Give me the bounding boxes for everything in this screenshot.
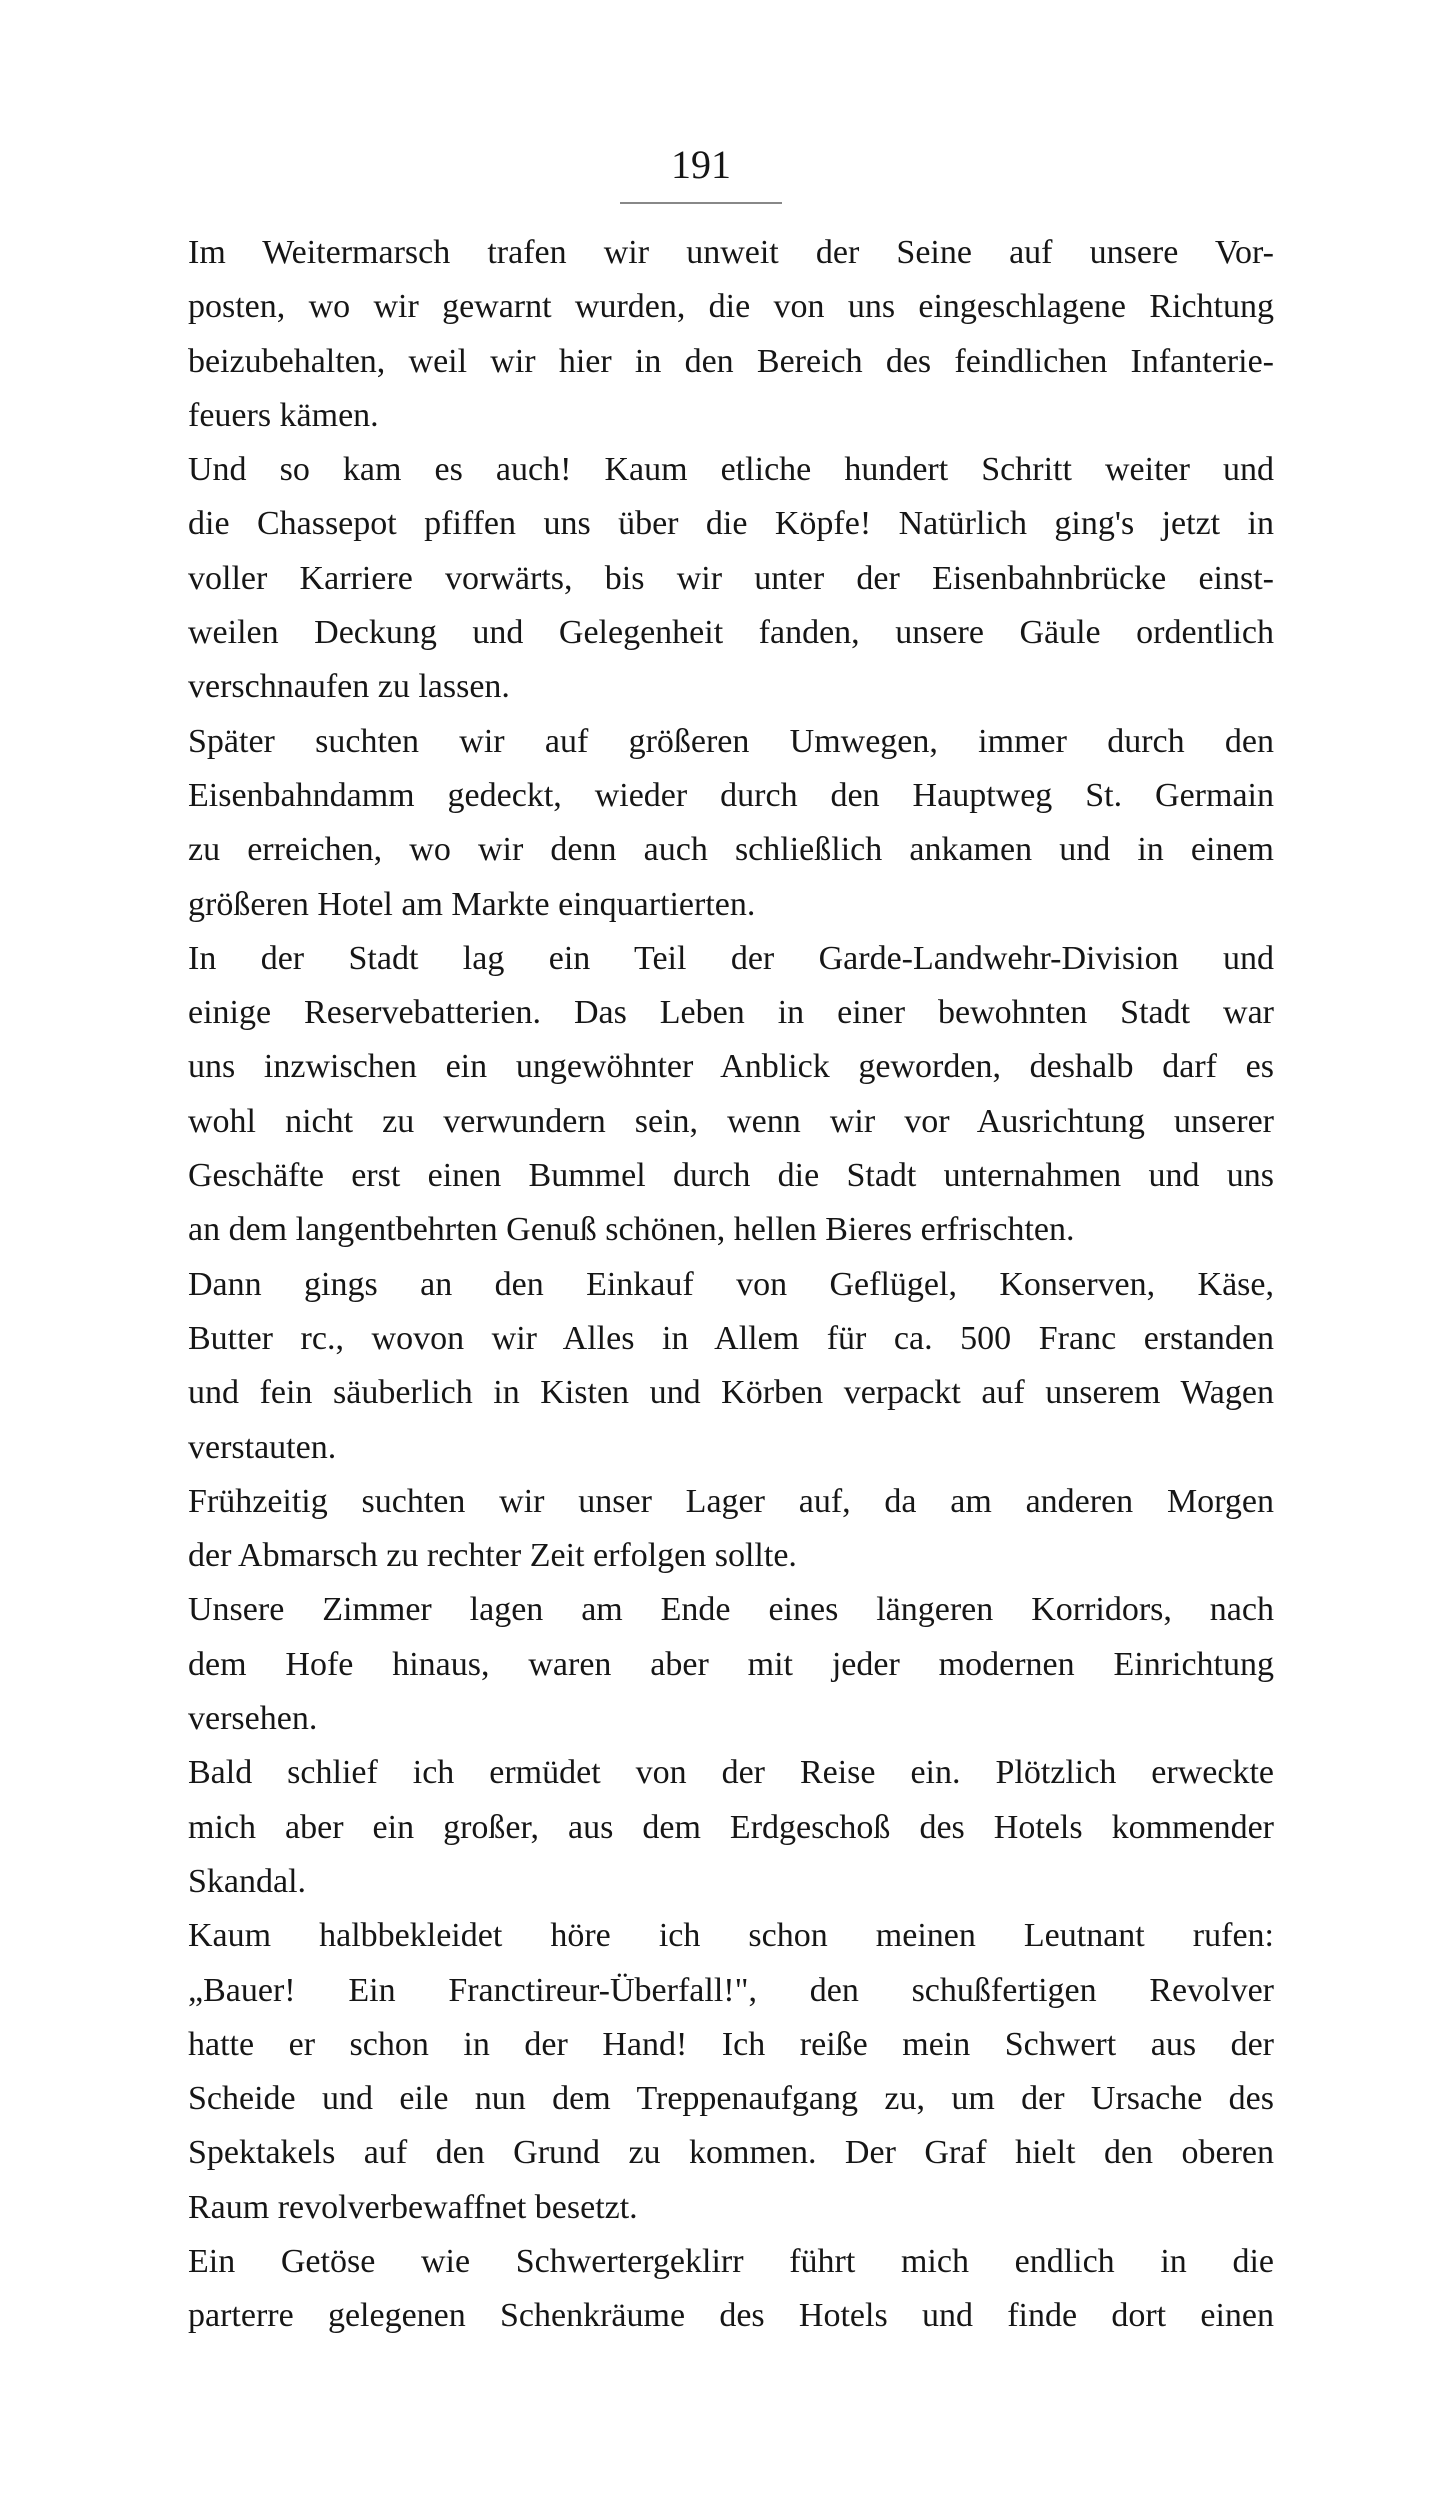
text-line: Im Weitermarsch trafen wir unweit der Seine auf unsere Vor- <box>188 234 1274 271</box>
paragraph <box>188 2235 1274 2344</box>
paragraph <box>188 1909 1274 2235</box>
text-line: Skandal. <box>188 1862 307 1900</box>
paragraph <box>188 1475 1274 1584</box>
paragraph <box>188 226 1274 443</box>
text-line: einige Reservebatterien. Das Leben in einer bewohnten Stadt war <box>188 994 1274 1032</box>
text-line: In der Stadt lag ein Teil der Garde-Landwehr-Division und <box>188 939 1274 977</box>
text-line: Butter rc., wovon wir Alles in Allem für ca. 500 Franc erstanden <box>188 1319 1274 1357</box>
text-line: feuers kämen. <box>188 396 379 434</box>
text-line: dem Hofe hinaus, waren aber mit jeder modernen Einrichtung <box>188 1645 1274 1683</box>
text-line: versehen. <box>188 1700 318 1738</box>
paragraph <box>188 932 1274 1258</box>
text-line: und fein säuberlich in Kisten und Körben verpackt auf unserem Wagen <box>188 1374 1274 1412</box>
text-line: Spektakels auf den Grund zu kommen. Der Graf hielt den oberen <box>188 2134 1274 2172</box>
text-line: Bald schlief ich ermüdet von der Reise ein. Plötzlich erweckte <box>188 1754 1274 1792</box>
text-line: beizubehalten, weil wir hier in den Bereich des feindlichen Infanterie- <box>188 342 1274 380</box>
text-line: „Bauer! Ein Franctireur-Überfall!", den schußfertigen Revolver <box>188 1971 1274 2009</box>
text-line: größeren Hotel am Markte einquartierten. <box>188 885 756 923</box>
text-line: uns inzwischen ein ungewöhnter Anblick geworden, deshalb darf es <box>188 1048 1274 1086</box>
text-line: Unsere Zimmer lagen am Ende eines längeren Korridors, nach <box>188 1591 1274 1629</box>
paragraph <box>188 443 1274 714</box>
text-line: Geschäfte erst einen Bummel durch die Stadt unternahmen und uns <box>188 1157 1274 1195</box>
text-line: Raum revolverbewaffnet besetzt. <box>188 2188 638 2226</box>
text-line: die Chassepot pfiffen uns über die Köpfe! Natürlich ging's jetzt in <box>188 505 1274 543</box>
text-line: Ein Getöse wie Schwertergeklirr führt mich endlich in die <box>188 2242 1274 2280</box>
text-line: zu erreichen, wo wir denn auch schließlich ankamen und in einem <box>188 831 1274 869</box>
text-line: wohl nicht zu verwundern sein, wenn wir vor Ausrichtung unserer <box>188 1102 1274 1140</box>
header-rule <box>620 202 782 204</box>
text-line: der Abmarsch zu rechter Zeit erfolgen sollte. <box>188 1537 797 1575</box>
text-line: Dann gings an den Einkauf von Geflügel, Konserven, Käse, <box>188 1265 1274 1303</box>
text-line: Scheide und eile nun dem Treppenaufgang zu, um der Ursache des <box>188 2080 1274 2118</box>
text-line: Kaum halbbekleidet höre ich schon meinen Leutnant rufen: <box>188 1917 1274 1955</box>
text-line: parterre gelegenen Schenkräume des Hotels und finde dort einen <box>188 2297 1274 2335</box>
text-line: voller Karriere vorwärts, bis wir unter der Eisenbahnbrücke einst- <box>188 559 1274 597</box>
text-line: verschnaufen zu lassen. <box>188 668 510 706</box>
text-line: Eisenbahndamm gedeckt, wieder durch den Hauptweg St. Germain <box>188 776 1274 814</box>
text-line: Frühzeitig suchten wir unser Lager auf, da am anderen Morgen <box>188 1482 1274 1520</box>
text-line: Und so kam es auch! Kaum etliche hundert Schritt weiter und <box>188 451 1274 489</box>
text-line: posten, wo wir gewarnt wurden, die von uns eingeschlagene Richtung <box>188 288 1274 326</box>
paragraph <box>188 1746 1274 1909</box>
page-number: 191 <box>671 142 731 187</box>
paragraph <box>188 715 1274 932</box>
text-line: weilen Deckung und Gelegenheit fanden, unsere Gäule ordentlich <box>188 614 1274 652</box>
paragraph <box>188 1583 1274 1746</box>
text-line: an dem langentbehrten Genuß schönen, hellen Bieres erfrischten. <box>188 1211 1075 1249</box>
text-line: verstauten. <box>188 1428 337 1466</box>
body-text <box>188 226 1274 2344</box>
paragraph <box>188 1258 1274 1475</box>
text-line: hatte er schon in der Hand! Ich reiße mein Schwert aus der <box>188 2025 1274 2063</box>
text-line: mich aber ein großer, aus dem Erdgeschoß des Hotels kommender <box>188 1808 1274 1846</box>
text-line: Später suchten wir auf größeren Umwegen, immer durch den <box>188 722 1274 760</box>
